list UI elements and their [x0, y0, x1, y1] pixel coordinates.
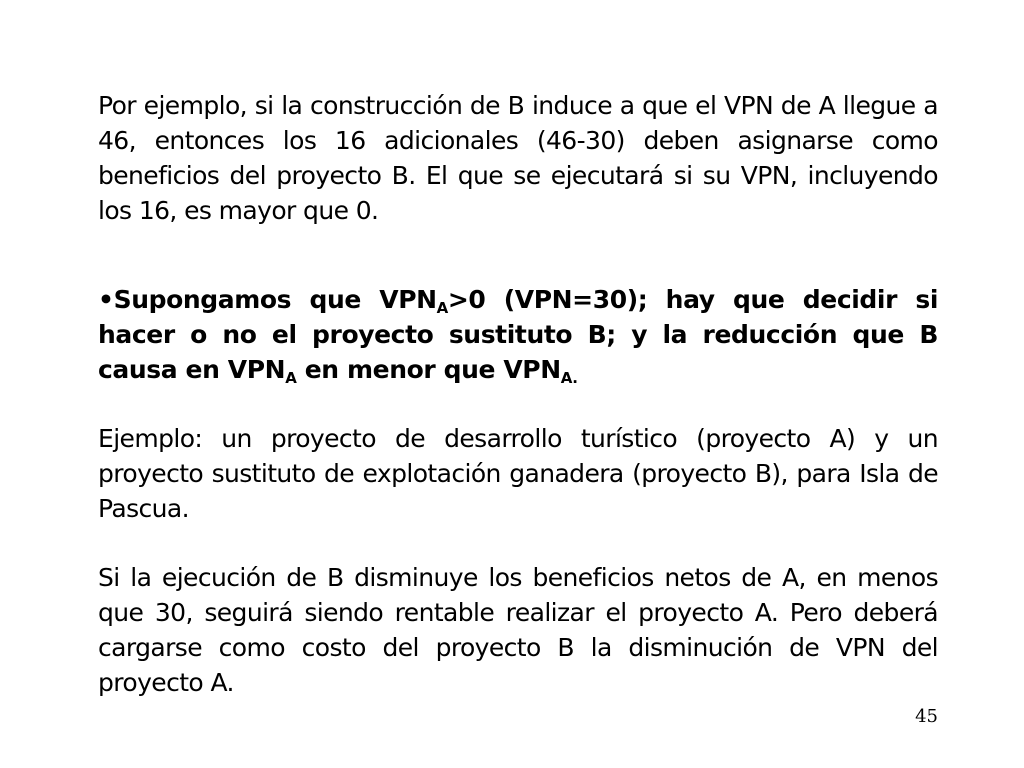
- paragraph-example: Ejemplo: un proyecto de desarrollo turístico (proyecto A) y un proyecto sustituto de explotación ganadera (proyecto B), para Isla de Pascua.: [98, 424, 938, 523]
- spacer: [98, 526, 938, 560]
- bullet-text-part-3: en menor que VPN: [296, 355, 561, 384]
- bullet-paragraph: [98, 282, 938, 387]
- subscript-a-2: A: [285, 369, 297, 387]
- paragraph-example-intro: Por ejemplo, si la construcción de B induce a que el VPN de A llegue a 46, entonces los 16 adicionales (46-30) deben asignarse como beneficios del proyecto B. El que se ejecutará si su VPN, incluyendo los 16, es mayor que 0.: [98, 91, 938, 225]
- paragraph-conclusion: Si la ejecución de B disminuye los beneficios netos de A, en menos que 30, seguirá siendo rentable realizar el proyecto A. Pero deberá cargarse como costo del proyecto B la disminución de VPN del proyecto A.: [98, 563, 938, 697]
- spacer: [98, 387, 938, 421]
- bullet-text-part-2: >0 (VPN=30); hay que decidir si hacer o no el proyecto sustituto B; y la reducción que B causa en VPN: [98, 285, 938, 384]
- bullet-text-part-1: Supongamos que VPN: [113, 285, 437, 314]
- slide-content: [98, 88, 938, 700]
- bullet-marker: •: [98, 285, 114, 314]
- spacer: [98, 228, 938, 282]
- subscript-a-1: A: [436, 299, 448, 317]
- subscript-a-3: A.: [560, 369, 578, 387]
- page-number: 45: [915, 706, 938, 727]
